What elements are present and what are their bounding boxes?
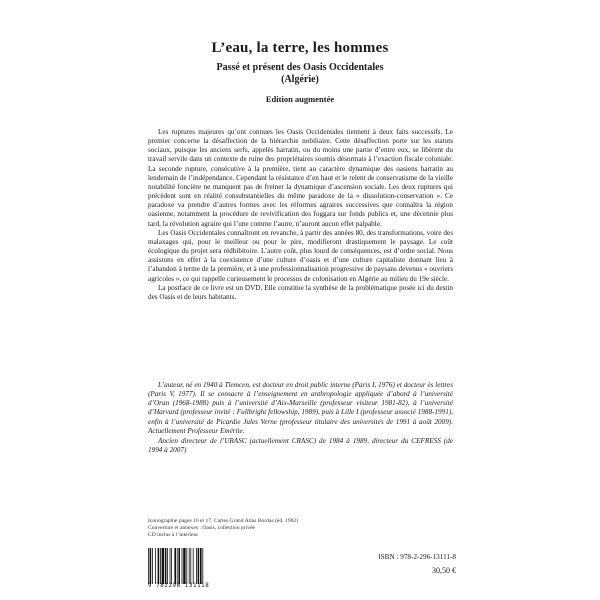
- credits-line-2: Couverture et annexes : Oasis, collection privée: [148, 525, 256, 532]
- barcode-bar: [183, 548, 185, 584]
- barcode-bar: [198, 548, 200, 584]
- barcode-bar: [148, 548, 149, 584]
- barcode-bar: [158, 548, 160, 584]
- barcode-bar: [196, 548, 197, 584]
- barcode-bar: [167, 548, 168, 584]
- barcode-bar: [152, 548, 153, 584]
- isbn: ISBN : 978-2-296-13111-8: [378, 553, 456, 561]
- barcode-bar: [189, 548, 190, 584]
- summary-paragraph-2: Les Oasis Occidentales connaîtront en revanche, à partir des années 80, des transformations, voire des malaxages qui, pour le meilleur ou pour le pire, modifieront drastiquement le paysage. Le coût écologique du projet sera rédhibitoire. L’autre coût, plus lourd de conséquences, est d’ordre social. Nous assistons en effet à la coexistence d’une culture d’oasis et d’une culture capitaliste donnant lieu à l’abandon à terme de la première, et à une professionnalisation progressive de paysans devenus « ouvriers agricoles », ce qui rappelle curieusement le processus de colonisation en Algérie au milieu du 19e siècle.: [148, 228, 453, 283]
- barcode-bar: [193, 548, 194, 584]
- barcode-bar: [165, 548, 167, 584]
- credits-line-1: Iconographie pages 16 et 17. Cartes Grand Atlas Bordas (éd. 1982): [148, 518, 299, 524]
- book-subtitle-region: (Algérie): [281, 74, 319, 85]
- summary-paragraph-1: Les ruptures majeures qu’ont connues les Oasis Occidentales tiennent à deux faits successifs. Le premier concerne la désaffection de la hiérarchie nobiliaire. Cette désaffection porte sur les statuts sociaux, puisque les anciens serfs, appelés harratin, ou du moins une partie d’entre eux, se libèrent du travail servile dans un contexte de ruine des propriétaires soumis désormais à l’exaction fiscale coloniale. La seconde rupture, consécutive à la première, tient au caractère dynamique des oasiens harratin au lendemain de l’indépendance. Cependant la résistance d’en haut et le relent de conservatisme de la vieille notabilité foncière ne manquent pas de freiner la dynamique d’ascension sociale. Les deux ruptures qui précèdent sont en réalité consubstantielles du même paradoxe de la « dissolution-conservation ». Ce paradoxe va prendre d’autres formes avec les réformes agraires successives que connaîtra la région oasienne, notamment la procédure de revivification des foggara sur fonds publics et, une décennie plus tard, la révolution agraire qui l’une comme l’autre, n’auront aucun effet palpable.: [148, 128, 453, 228]
- barcode-bar: [186, 548, 187, 584]
- price: 30,50 €: [432, 566, 456, 575]
- barcode-bar: [182, 548, 183, 584]
- barcode-icon: [148, 548, 226, 586]
- barcode-bar: [160, 548, 161, 584]
- credits: [148, 518, 298, 540]
- summary-text: [148, 128, 453, 302]
- barcode-bar: [162, 548, 164, 584]
- barcode-bar: [178, 548, 180, 584]
- author-bio-paragraph-2: Ancien directeur de l’URASC (actuellement CRASC) de 1984 à 1989, directeur du CEFRESS (de 1994 à 2007): [148, 436, 453, 455]
- author-bio-paragraph-1: L’auteur, né en 1940 à Tlemcen, est docteur en droit public interne (Paris I, 1976) et docteur ès lettres (Paris V, 1977). Il se consacre à l’enseignement en anthropologie appliquée d’abord à l’université d’Oran (1968-1988) puis à l’université d’Aix-Marseille (professeur visiteur 1981-82), à l’université d’Harvard (professeur invité : Fullbright fellowship, 1989), puis à Lille I (professeur associé 1988-1991), enfin à l’université de Picardie Jules Verne (professeur titulaire des universités de 1991 à août 2009). Actuellement Professeur Emérite.: [148, 381, 453, 435]
- book-title: L’eau, la terre, les hommes: [211, 40, 389, 56]
- barcode-bar: [171, 548, 172, 584]
- barcode-bar: [202, 548, 203, 584]
- book-subtitle: Passé et présent des Oasis Occidentales: [216, 62, 384, 73]
- barcode-digits: 9 782296 131118: [148, 583, 210, 589]
- credits-line-3: CD inclus à l’intérieur: [148, 532, 199, 539]
- barcode-bar: [200, 548, 202, 584]
- author-bio: [148, 381, 453, 455]
- header: [0, 40, 600, 104]
- barcode-bar: [177, 548, 178, 584]
- summary-paragraph-3: La postface de ce livre est un DVD. Elle constitue la synthèse de la problématique posée ici du destin des Oasis et de leurs habitants.: [148, 283, 453, 301]
- barcode-bar: [150, 548, 152, 584]
- barcode-graphic: [148, 548, 226, 584]
- barcode-bar: [155, 548, 156, 584]
- edition-label: Edition augmentée: [265, 94, 335, 104]
- barcode-bar: [170, 548, 171, 584]
- barcode-bar: [174, 548, 176, 584]
- barcode-bar: [190, 548, 191, 584]
